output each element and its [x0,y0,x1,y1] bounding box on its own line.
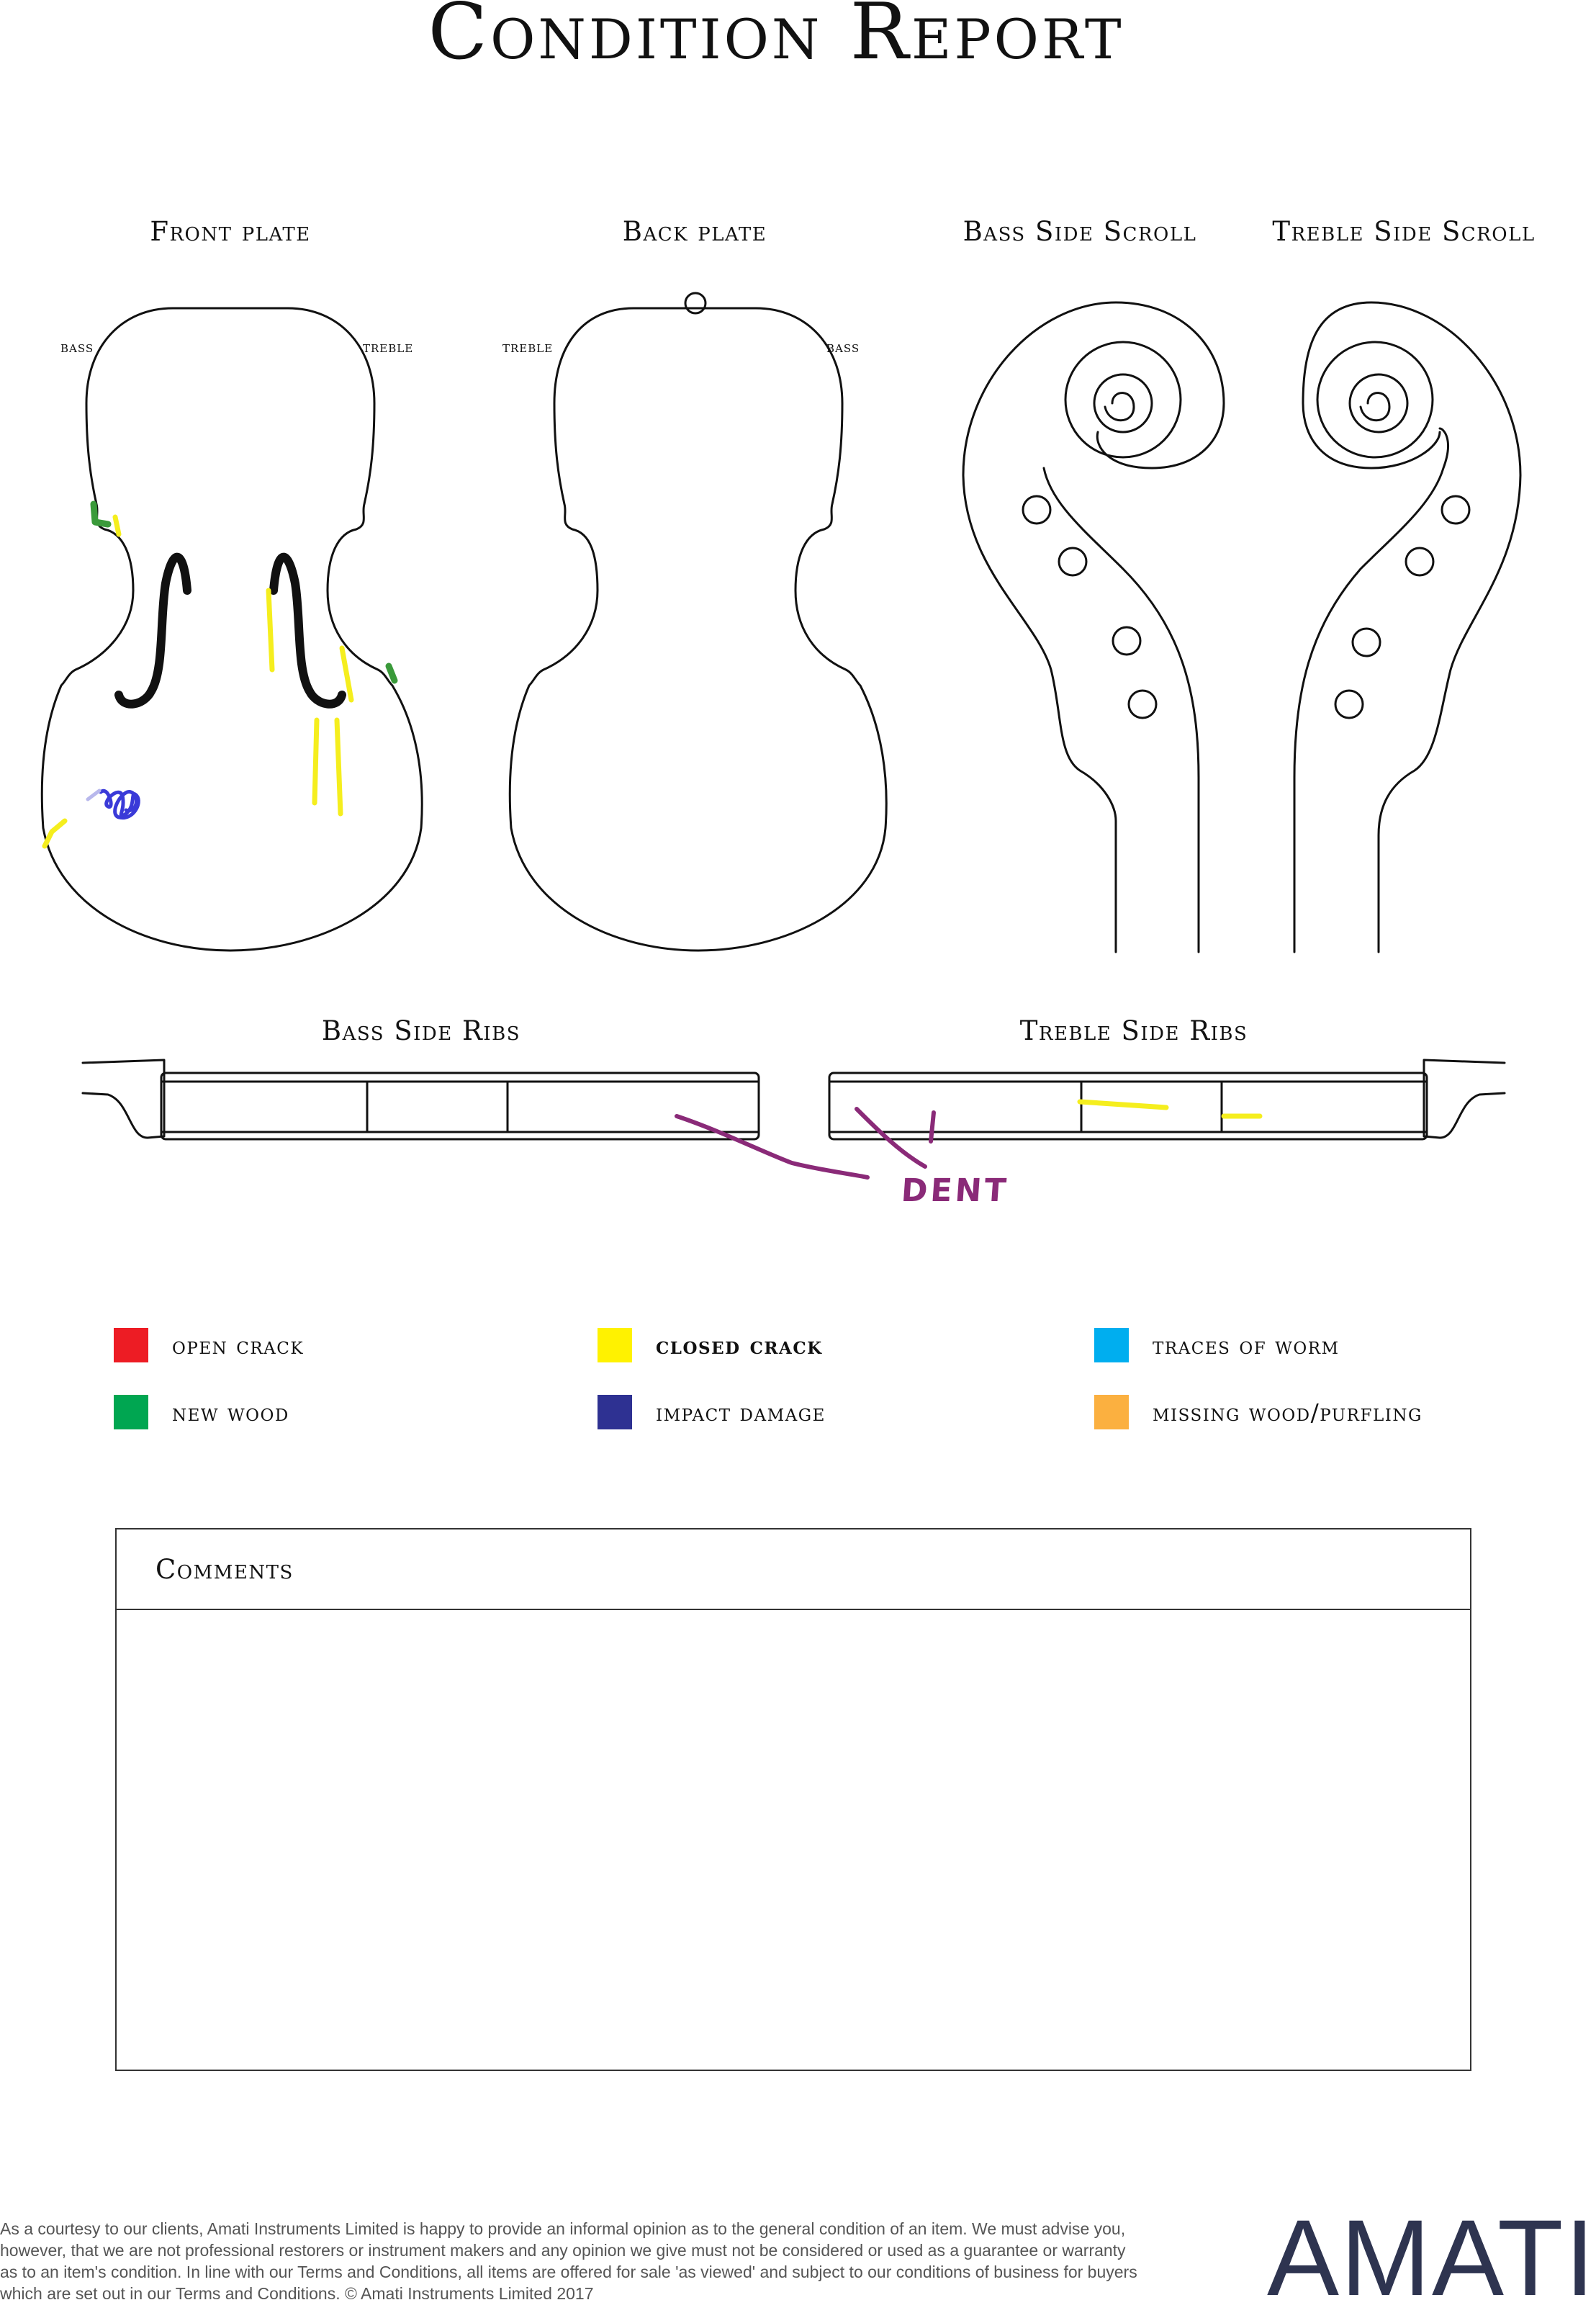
dent-mark [931,1113,934,1141]
legend-traces-of-worm [1094,1328,1340,1362]
dent-mark [677,1116,867,1177]
back-plate-outline [510,308,886,951]
traces-of-worm-swatch [1094,1328,1129,1362]
impact-damage-swatch [598,1395,632,1429]
bass-ribs-neck [83,1060,164,1138]
closed-crack-mark [115,517,119,534]
new-wood-swatch [114,1395,148,1429]
bass-ribs-rect [161,1073,759,1139]
treble-scroll-peg-hole-4 [1335,691,1363,718]
closed-crack-mark [269,590,272,670]
front-plate-outline [42,308,422,951]
front-plate-title: Front plate [150,216,311,247]
legend-label: traces of worm [1153,1331,1340,1360]
back-plate-title: Back plate [622,216,767,247]
closed-crack-swatch [598,1328,632,1362]
back-treble-label: treble [502,338,554,356]
new-wood-mark [94,504,108,524]
treble-scroll-volute [1317,342,1433,457]
new-wood-mark [389,666,395,680]
f-hole-right [274,557,342,704]
closed-crack-mark [45,821,65,846]
comments-box [115,1528,1471,2071]
bass-side-ribs-title: Bass Side Ribs [321,1015,521,1046]
legend-label: missing wood/purfling [1153,1398,1423,1427]
dent-mark [857,1109,925,1167]
closed-crack-mark [1080,1102,1166,1108]
brand-logo: AMATI [1267,2197,1596,2318]
treble-scroll-peg-hole-1 [1442,496,1469,524]
bass-scroll-peg-hole-3 [1113,627,1140,655]
treble-scroll-peg-hole-3 [1353,629,1380,656]
comments-heading: Comments [117,1529,1470,1610]
closed-crack-mark [337,720,341,814]
back-bass-label: bass [826,338,860,356]
front-bass-label: bass [60,338,94,356]
bass-scroll-peg-hole-4 [1129,691,1156,718]
page-title: Condition Report [428,0,1124,77]
impact-damage-mark [101,791,138,817]
legend-missing-wood [1094,1395,1423,1429]
legend-label: impact damage [656,1398,826,1427]
legend-label: new wood [172,1398,289,1427]
bass-side-scroll-title: Bass Side Scroll [962,216,1197,247]
legend-label: closed crack [656,1331,823,1360]
bass-scroll-peg-hole-1 [1023,496,1050,524]
legend-impact-damage [598,1395,826,1429]
treble-side-scroll-title: Treble Side Scroll [1272,216,1536,247]
dent-annotation: DENT [900,1172,1011,1209]
treble-scroll-peg-hole-2 [1406,548,1433,575]
f-hole-left [119,557,187,704]
bass-scroll-volute [1065,342,1181,457]
legend-open-crack [114,1328,304,1362]
legend-label: open crack [172,1331,305,1360]
back-plate-button [685,293,705,313]
open-crack-swatch [114,1328,148,1362]
missing-wood-swatch [1094,1395,1129,1429]
legend-new-wood [114,1395,289,1429]
legend-closed-crack [598,1328,823,1362]
bass-scroll-peg-hole-2 [1059,548,1086,575]
closed-crack-mark [315,720,317,803]
disclaimer-text: As a courtesy to our clients, Amati Instruments Limited is happy to provide an informal opinion as to the general condition of an item. We must advise you, however, that we are not professional restorers or instrument makers and any opinion we give must not be considered or used as a guarantee or warranty as to an item's condition. In line with our Terms and Conditions, all items are offered for sale 'as viewed' and subject to our conditions of business for buyers which are set out in our Terms and Conditions. © Amati Instruments Limited 2017 [0,2219,1137,2303]
front-treble-label: treble [363,338,414,356]
treble-ribs-neck [1424,1060,1505,1138]
treble-side-ribs-title: Treble Side Ribs [1019,1015,1248,1046]
comments-area[interactable] [117,1610,1470,2068]
